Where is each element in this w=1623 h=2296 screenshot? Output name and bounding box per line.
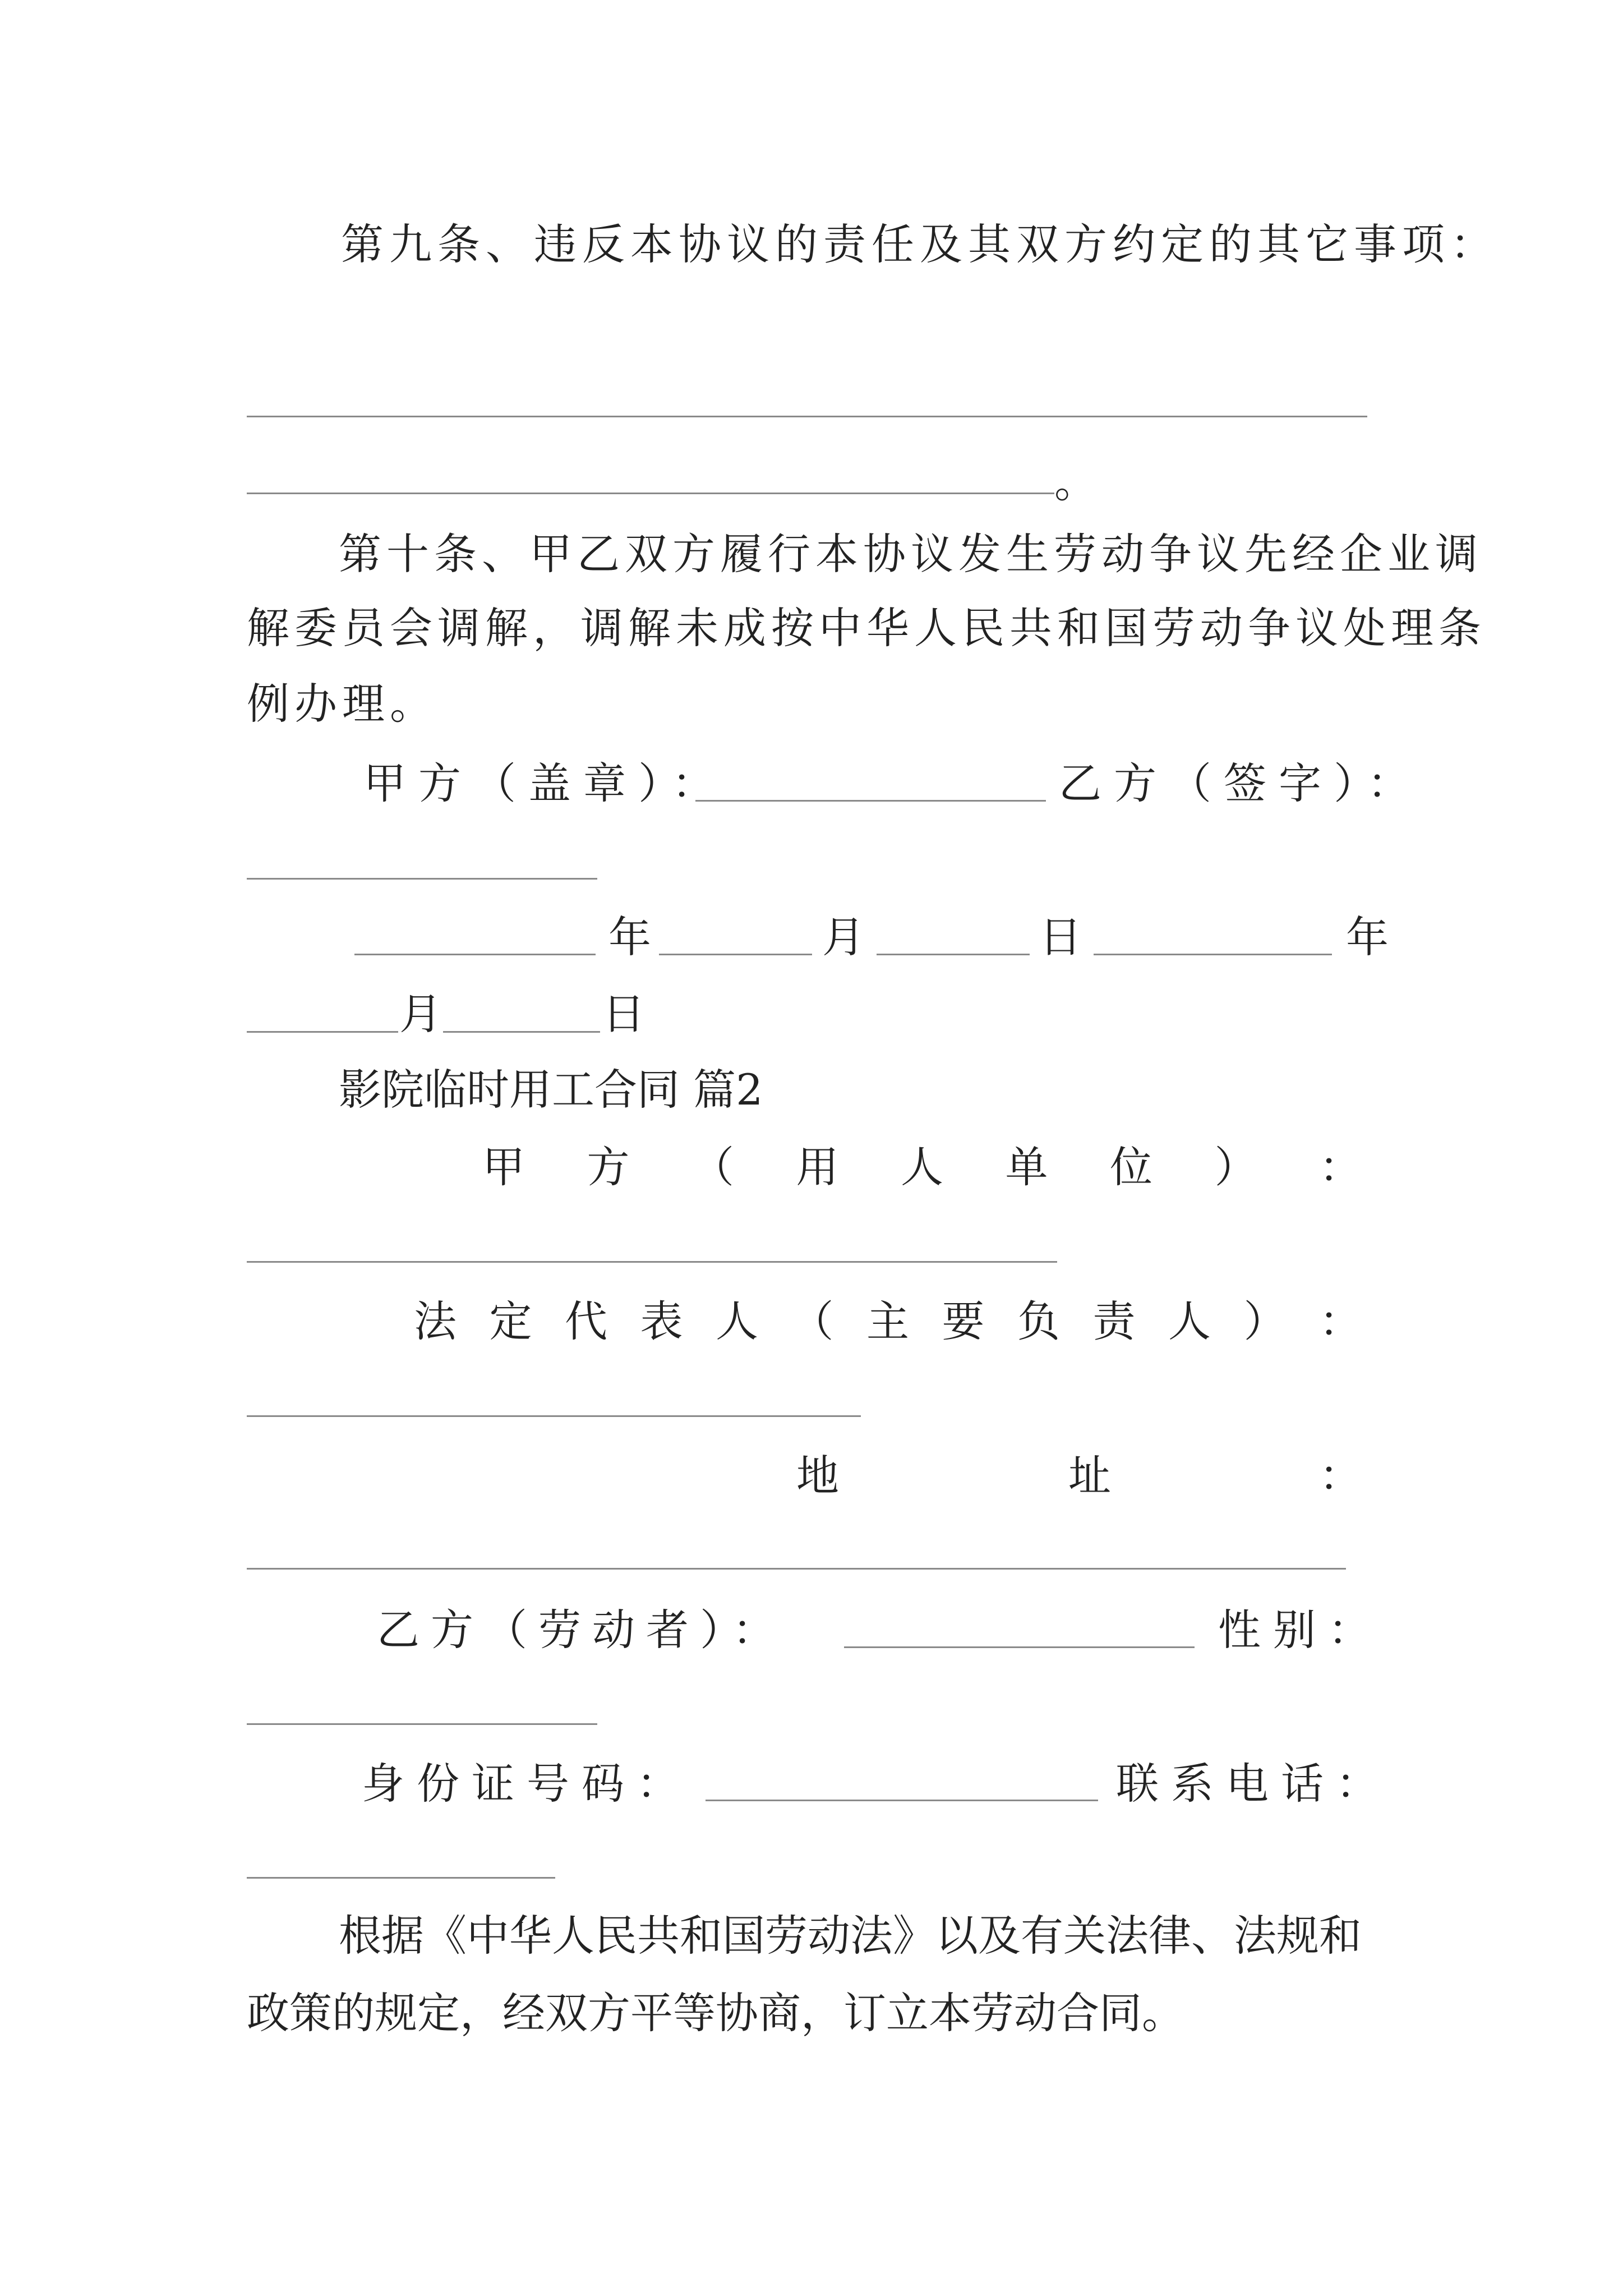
section2-title: 影院临时用工合同 篇2 <box>339 1065 763 1115</box>
article9-end-mark: 。 <box>1054 457 1097 507</box>
legal-rep-char-2: 定 <box>489 1296 532 1346</box>
gender-blank[interactable] <box>247 1723 597 1725</box>
legal-rep-char-11: 人 <box>1168 1296 1211 1346</box>
party-b-sign-label: 乙方（签字）： <box>1059 758 1422 808</box>
employer-char-7: 位 <box>1110 1142 1152 1192</box>
date-a-month-blank[interactable] <box>659 954 812 955</box>
address-char-1: 地 <box>796 1451 839 1501</box>
address-blank[interactable] <box>247 1568 1346 1570</box>
date-a-year-blank[interactable] <box>354 954 596 955</box>
date-a-day-label: 日 <box>1039 912 1082 962</box>
legal-rep-char-5: 人 <box>716 1296 758 1346</box>
legal-rep-blank[interactable] <box>247 1415 861 1417</box>
article9-blank-line-2[interactable] <box>247 493 1054 494</box>
phone-label: 联系电话： <box>1116 1759 1391 1809</box>
id-number-blank[interactable] <box>706 1800 1098 1801</box>
employer-char-9: ： <box>1319 1142 1362 1192</box>
date-b-day-blank[interactable] <box>443 1031 600 1033</box>
legal-rep-char-13: ： <box>1319 1296 1362 1346</box>
party-a-seal-blank[interactable] <box>695 800 1046 802</box>
legal-rep-char-7: 主 <box>866 1296 909 1346</box>
legal-rep-char-9: 负 <box>1017 1296 1060 1346</box>
article9-text: 第九条、违反本协议的责任及其双方约定的其它事项： <box>341 219 1498 269</box>
employer-char-3: （ <box>691 1142 734 1192</box>
date-b-year-label: 年 <box>1346 912 1389 962</box>
employer-blank[interactable] <box>247 1261 1057 1263</box>
employer-char-5: 人 <box>901 1142 943 1192</box>
basis-line1: 根据《中华人民共和国劳动法》以及有关法律、法规和 <box>339 1911 1362 1961</box>
legal-rep-char-12: ） <box>1243 1296 1287 1346</box>
date-a-year-label: 年 <box>608 912 651 962</box>
article10-line3: 例办理。 <box>247 679 437 729</box>
phone-blank[interactable] <box>247 1877 555 1879</box>
employer-char-4: 用 <box>796 1142 839 1192</box>
date-b-month-blank[interactable] <box>247 1031 398 1033</box>
article10-line1: 第十条、甲乙双方履行本协议发生劳动争议先经企业调 <box>339 529 1483 579</box>
employer-char-2: 方 <box>587 1142 630 1192</box>
address-colon: ： <box>1319 1451 1362 1501</box>
employer-label <box>482 1142 1362 1192</box>
legal-rep-char-3: 代 <box>565 1296 607 1346</box>
date-b-month-label: 月 <box>399 989 442 1039</box>
legal-rep-char-10: 责 <box>1092 1296 1136 1346</box>
date-b-year-blank[interactable] <box>1094 954 1332 955</box>
employer-char-6: 单 <box>1005 1142 1048 1192</box>
date-b-day-label: 日 <box>602 989 645 1039</box>
legal-rep-char-8: 要 <box>942 1296 985 1346</box>
date-a-month-label: 月 <box>822 912 865 962</box>
address-char-2: 址 <box>1068 1451 1111 1501</box>
employer-char-8: ） <box>1214 1142 1257 1192</box>
gender-label: 性别： <box>1218 1605 1383 1655</box>
article10-line2: 解委员会调解，调解未成按中华人民共和国劳动争议处理条 <box>247 603 1486 653</box>
legal-rep-char-1: 法 <box>414 1296 457 1346</box>
legal-rep-label <box>414 1296 1362 1346</box>
party-a-seal-label: 甲方（盖章）： <box>363 758 727 808</box>
legal-rep-char-6: （ <box>791 1296 834 1346</box>
worker-blank[interactable] <box>844 1646 1195 1648</box>
id-number-label: 身份证号码： <box>362 1759 691 1809</box>
basis-line2: 政策的规定，经双方平等协商，订立本劳动合同。 <box>247 1988 1184 2038</box>
worker-label: 乙方（劳动者）： <box>377 1605 786 1655</box>
legal-rep-char-4: 表 <box>640 1296 683 1346</box>
employer-char-1: 甲 <box>482 1142 525 1192</box>
date-a-day-blank[interactable] <box>877 954 1030 955</box>
party-b-sign-blank[interactable] <box>247 878 597 880</box>
article9-blank-line-1[interactable] <box>247 416 1367 417</box>
